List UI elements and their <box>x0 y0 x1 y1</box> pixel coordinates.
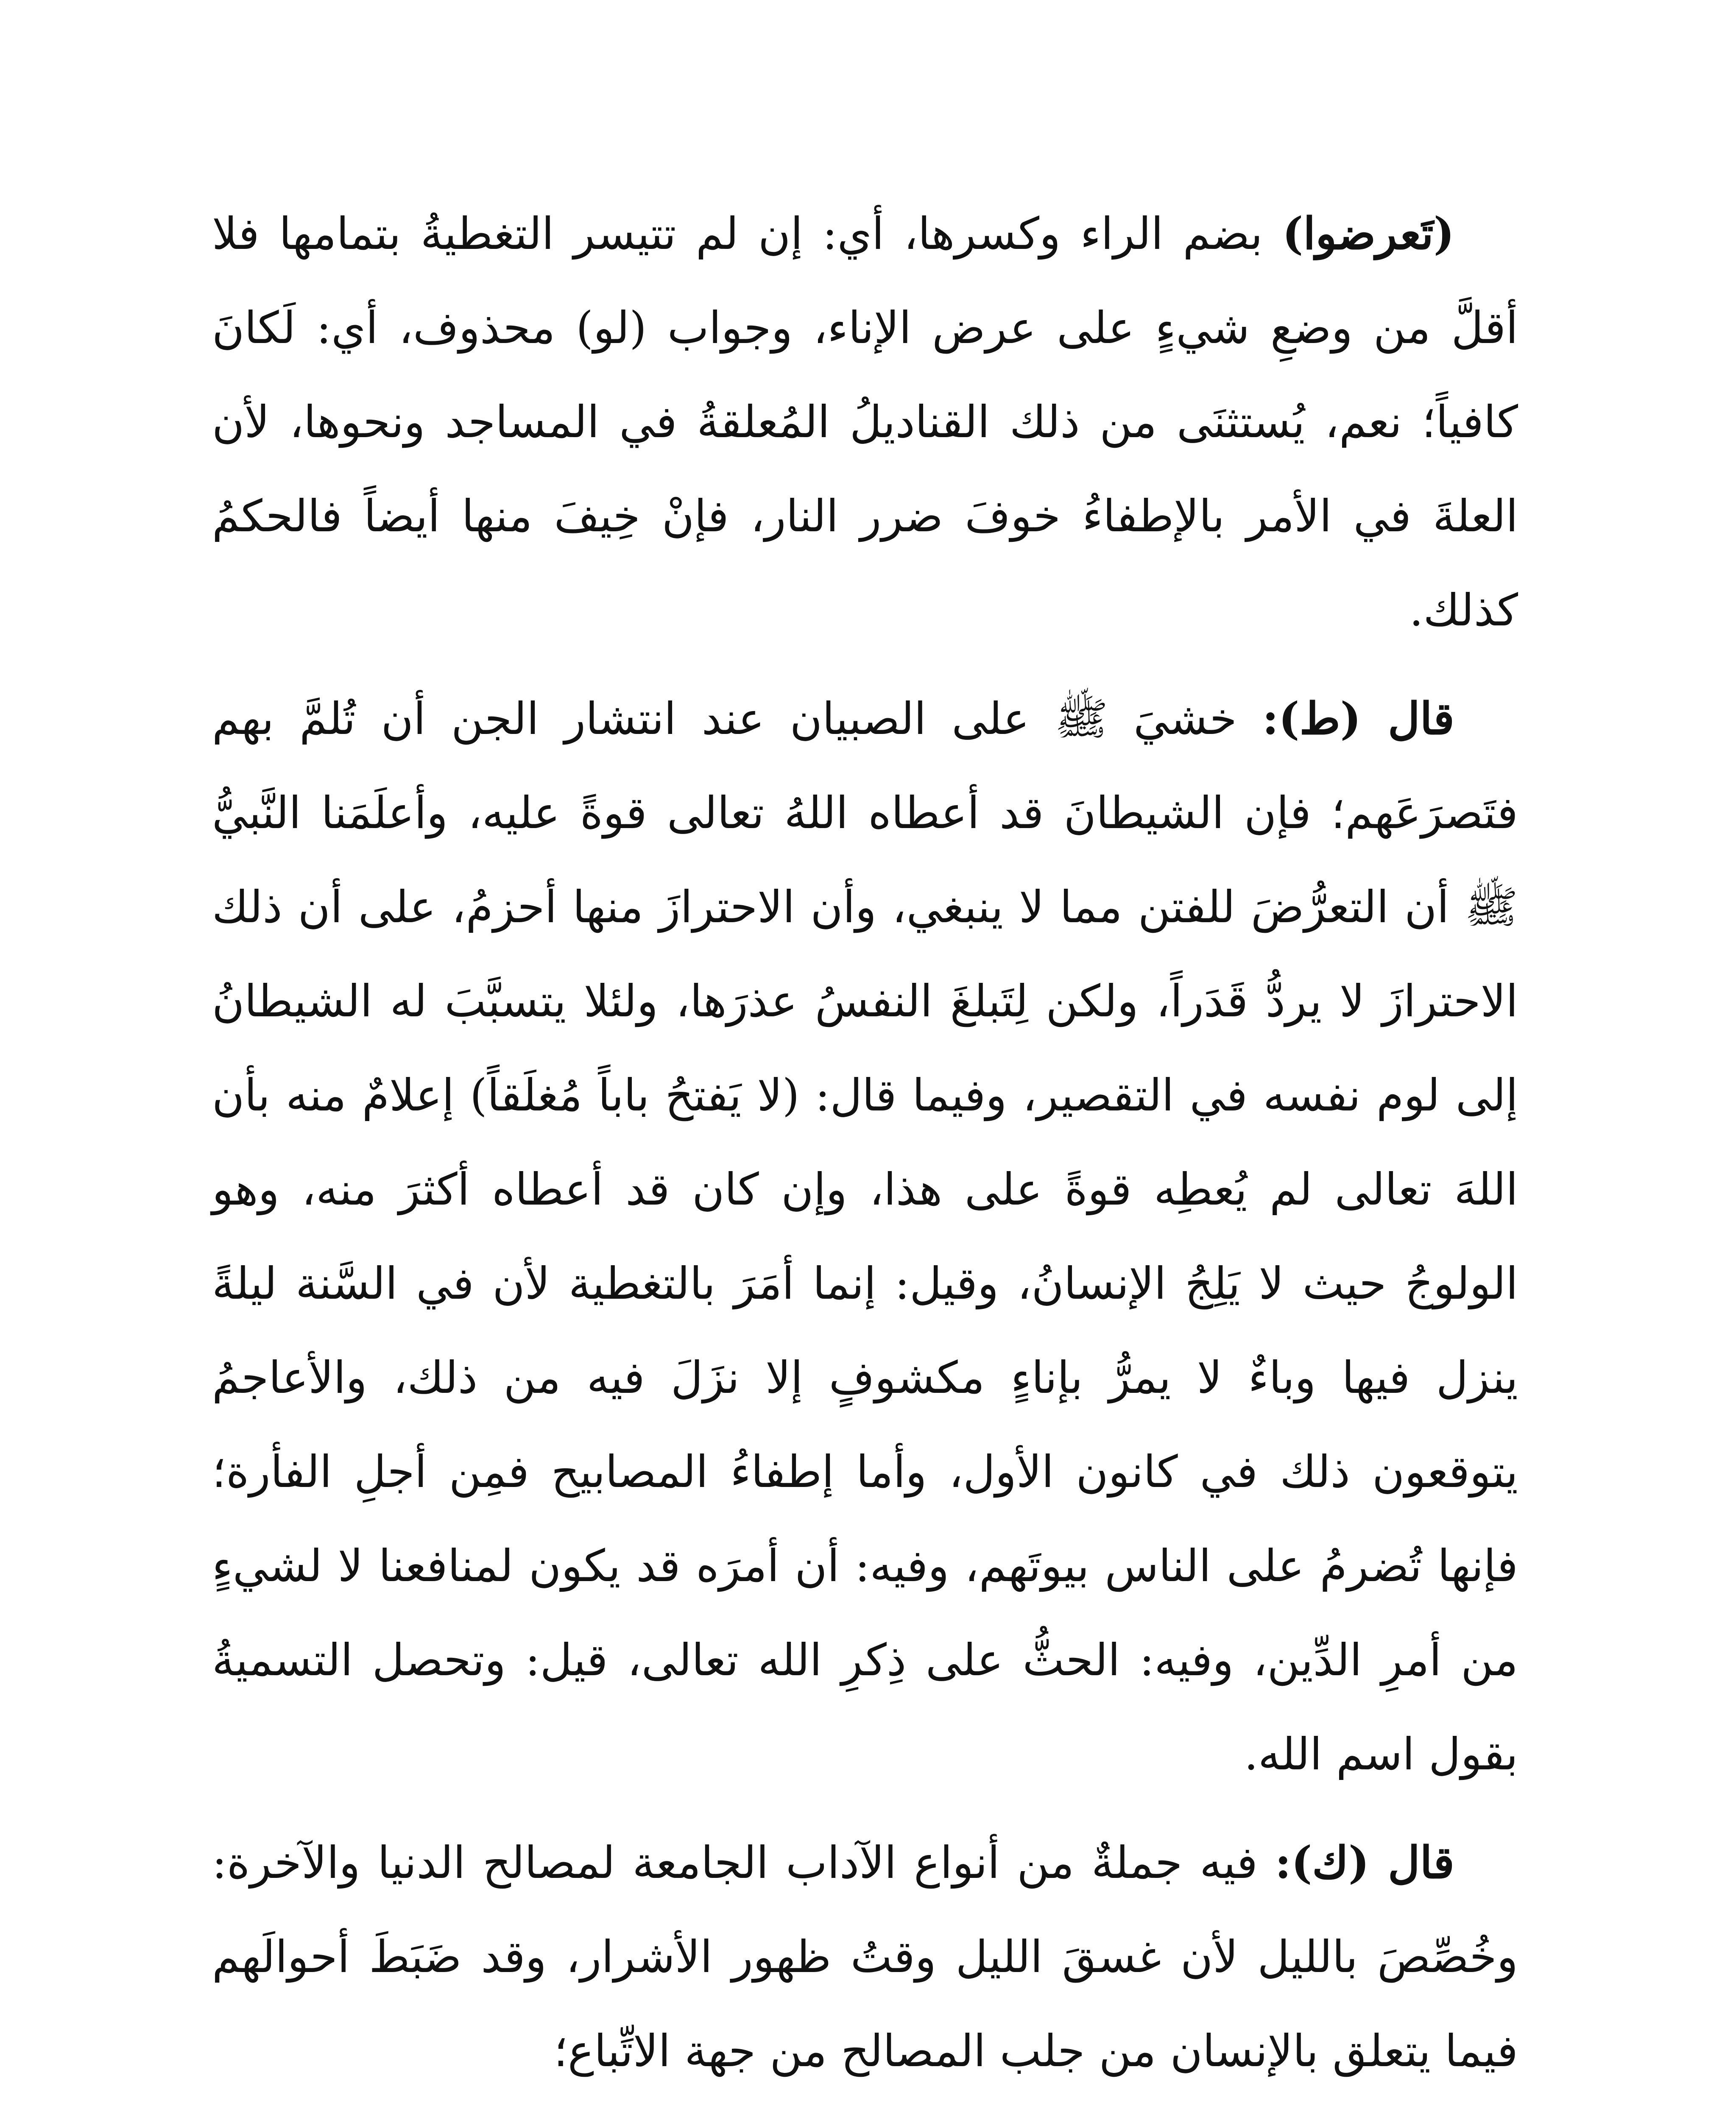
main-text <box>212 187 1518 2112</box>
paragraph-2 <box>212 672 1518 1801</box>
paragraph-3-body: فيه جملةٌ من أنواع الآداب الجامعة لمصالح الدنيا والآخرة: وخُصِّصَ بالليل لأن غسقَ الليل وقتُ ظهور الأشرار، وقد ضَبَطَ أحوالَهم فيما يتعلق بالإنسان من جلب المصالح من جهة الاتِّباع؛ <box>212 1837 1518 2077</box>
paragraph-1-lead: (تَعرضوا) <box>1282 207 1454 259</box>
paragraph-1 <box>212 187 1518 657</box>
paragraph-3-lead: قال (ك): <box>1275 1836 1454 1888</box>
paragraph-2-lead: قال (ط): <box>1262 692 1455 745</box>
paragraph-1-body: بضم الراء وكسرها، أي: إن لم تتيسر التغطيةُ بتمامها فلا أقلَّ من وضعِ شيءٍ على عرض الإناء، وجواب (لو) محذوف، أي: لَكانَ كافياً؛ نعم، يُستثنَى من ذلك القناديلُ المُعلقةُ في المساجد ونحوها، لأن العلةَ في الأمر بالإطفاءُ خوفَ ضرر النار، فإنْ خِيفَ منها أيضاً فالحكمُ كذلك. <box>212 208 1518 636</box>
paragraph-3 <box>212 1816 1518 2098</box>
paragraph-2-body: خشيَ ﷺ على الصبيان عند انتشار الجن أن تُلمَّ بهم فتَصرَعَهم؛ فإن الشيطانَ قد أعطاه اللهُ تعالى قوةً عليه، وأعلَمَنا النَّبيُّ ﷺ أن التعرُّضَ للفتن مما لا ينبغي، وأن الاحترازَ منها أحزمُ، على أن ذلك الاحترازَ لا يردُّ قَدَراً، ولكن لِتَبلغَ النفسُ عذرَها، ولئلا يتسبَّبَ له الشيطانُ إلى لوم نفسه في التقصير، وفيما قال: (لا يَفتحُ باباً مُغلَقاً) إعلامٌ منه بأن اللهَ تعالى لم يُعطِه قوةً على هذا، وإن كان قد أعطاه أكثرَ منه، وهو الولوجُ حيث لا يَلِجُ الإنسانُ، وقيل: إنما أمَرَ بالتغطية لأن في السَّنة ليلةً ينزل فيها وباءٌ لا يمرُّ بإناءٍ مكشوفٍ إلا نزَلَ فيه من ذلك، والأعاجمُ يتوقعون ذلك في كانون الأول، وأما إطفاءُ المصابيح فمِن أجلِ الفأرة؛ فإنها تُضرمُ على الناس بيوتَهم، وفيه: أن أمرَه قد يكون لمنافعنا لا لشيءٍ من أمرِ الدِّين، وفيه: الحثُّ على ذِكرِ الله تعالى، قيل: وتحصل التسميةُ بقول اسم الله. <box>212 693 1518 1780</box>
